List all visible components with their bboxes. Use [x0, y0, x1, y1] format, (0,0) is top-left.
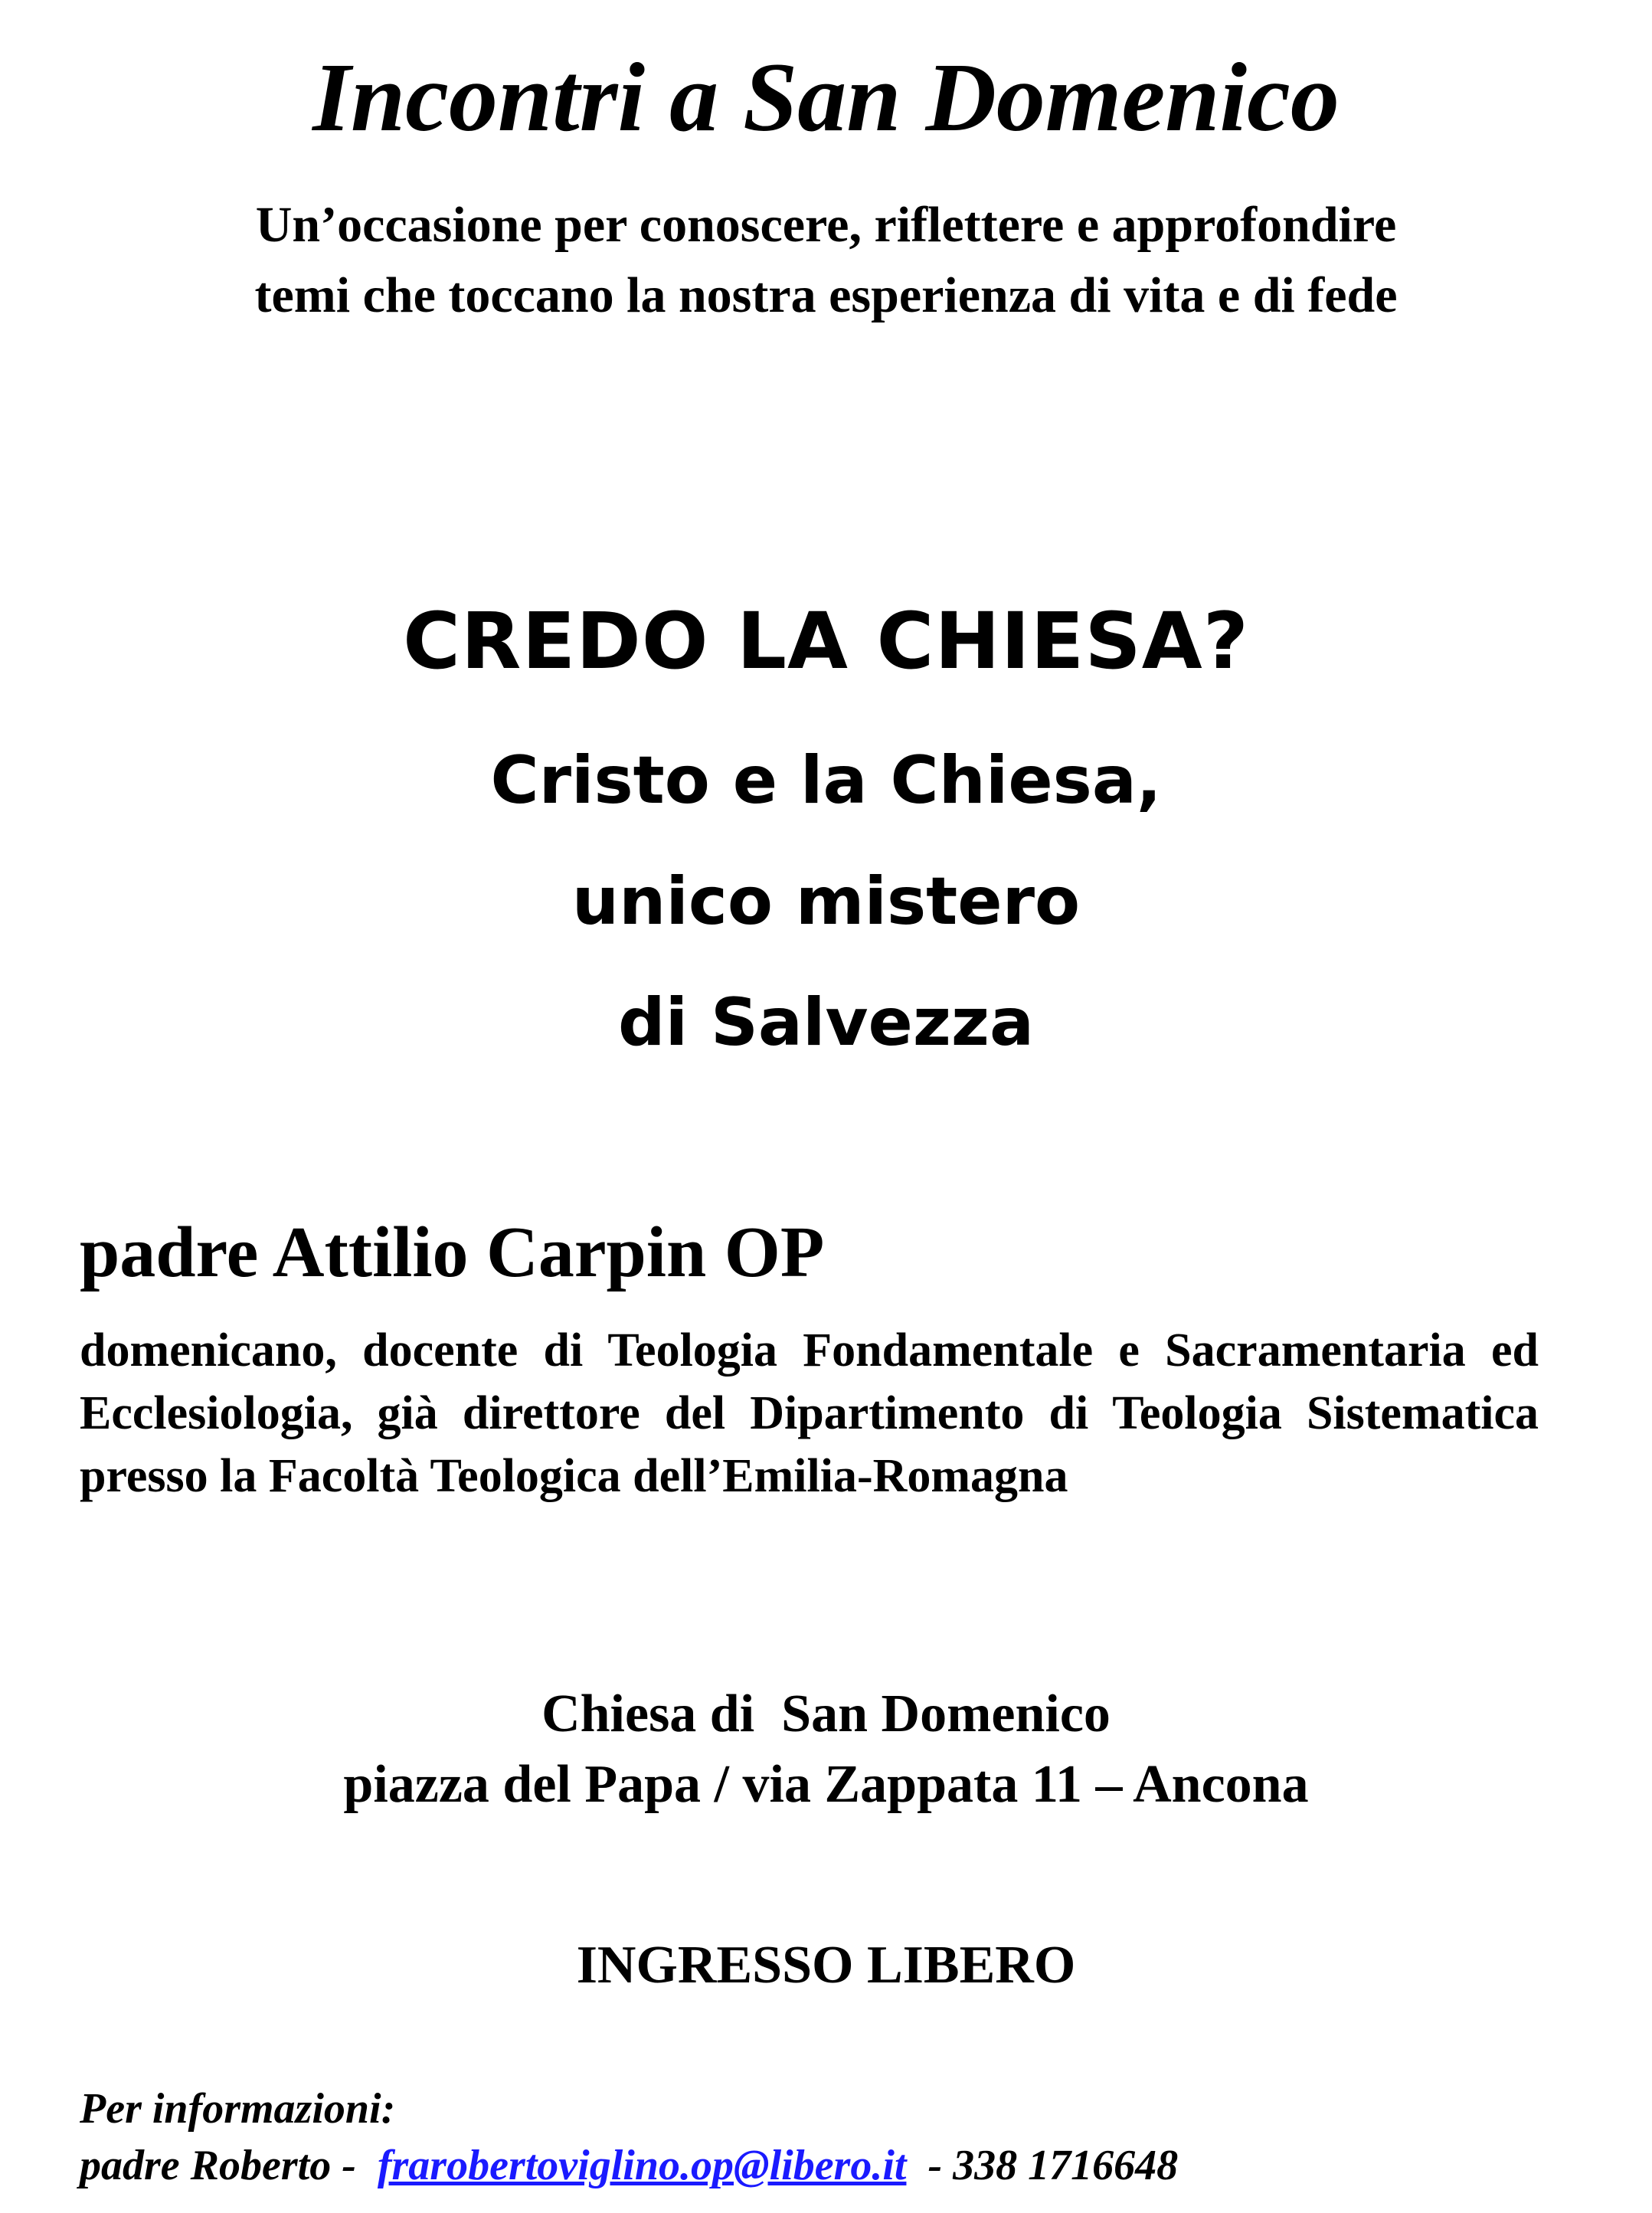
topic-line: Cristo e la Chiesa,	[490, 742, 1162, 819]
topic-line: unico mistero	[571, 863, 1081, 940]
contact-phone: - 338 1716648	[917, 2142, 1179, 2189]
entry-notice: INGRESSO LIBERO	[576, 1936, 1076, 1995]
topic-subheading	[31, 720, 1621, 1083]
topic-line: di Salvezza	[618, 984, 1034, 1061]
contact-line	[80, 2137, 1178, 2194]
topic-headline: CREDO LA CHIESA?	[403, 596, 1249, 687]
contact-email-link[interactable]: frarobertoviglino.op@libero.it	[377, 2142, 907, 2189]
venue	[0, 1679, 1652, 1820]
contact-person: padre Roberto -	[80, 2142, 367, 2189]
contact-info	[80, 2080, 1178, 2194]
venue-address: piazza del Papa / via Zappata 11 – Ancona	[343, 1755, 1309, 1814]
page-title: Incontri a San Domenico	[312, 43, 1340, 152]
venue-name: Chiesa di San Domenico	[541, 1684, 1111, 1743]
speaker-bio: domenicano, docente di Teologia Fondamentale e Sacramentaria ed Ecclesiologia, già direttore del Dipartimento di Teologia Sistematica presso la Facoltà Teologica dell’Emilia-Romagna	[80, 1324, 1539, 1502]
subtitle-line: Un’occasione per conoscere, riflettere e approfondire	[255, 197, 1397, 253]
contact-label: Per informazioni:	[80, 2085, 396, 2133]
subtitle	[0, 190, 1652, 331]
subtitle-line: temi che toccano la nostra esperienza di vita e di fede	[254, 267, 1398, 323]
speaker-name: padre Attilio Carpin OP	[80, 1213, 825, 1292]
